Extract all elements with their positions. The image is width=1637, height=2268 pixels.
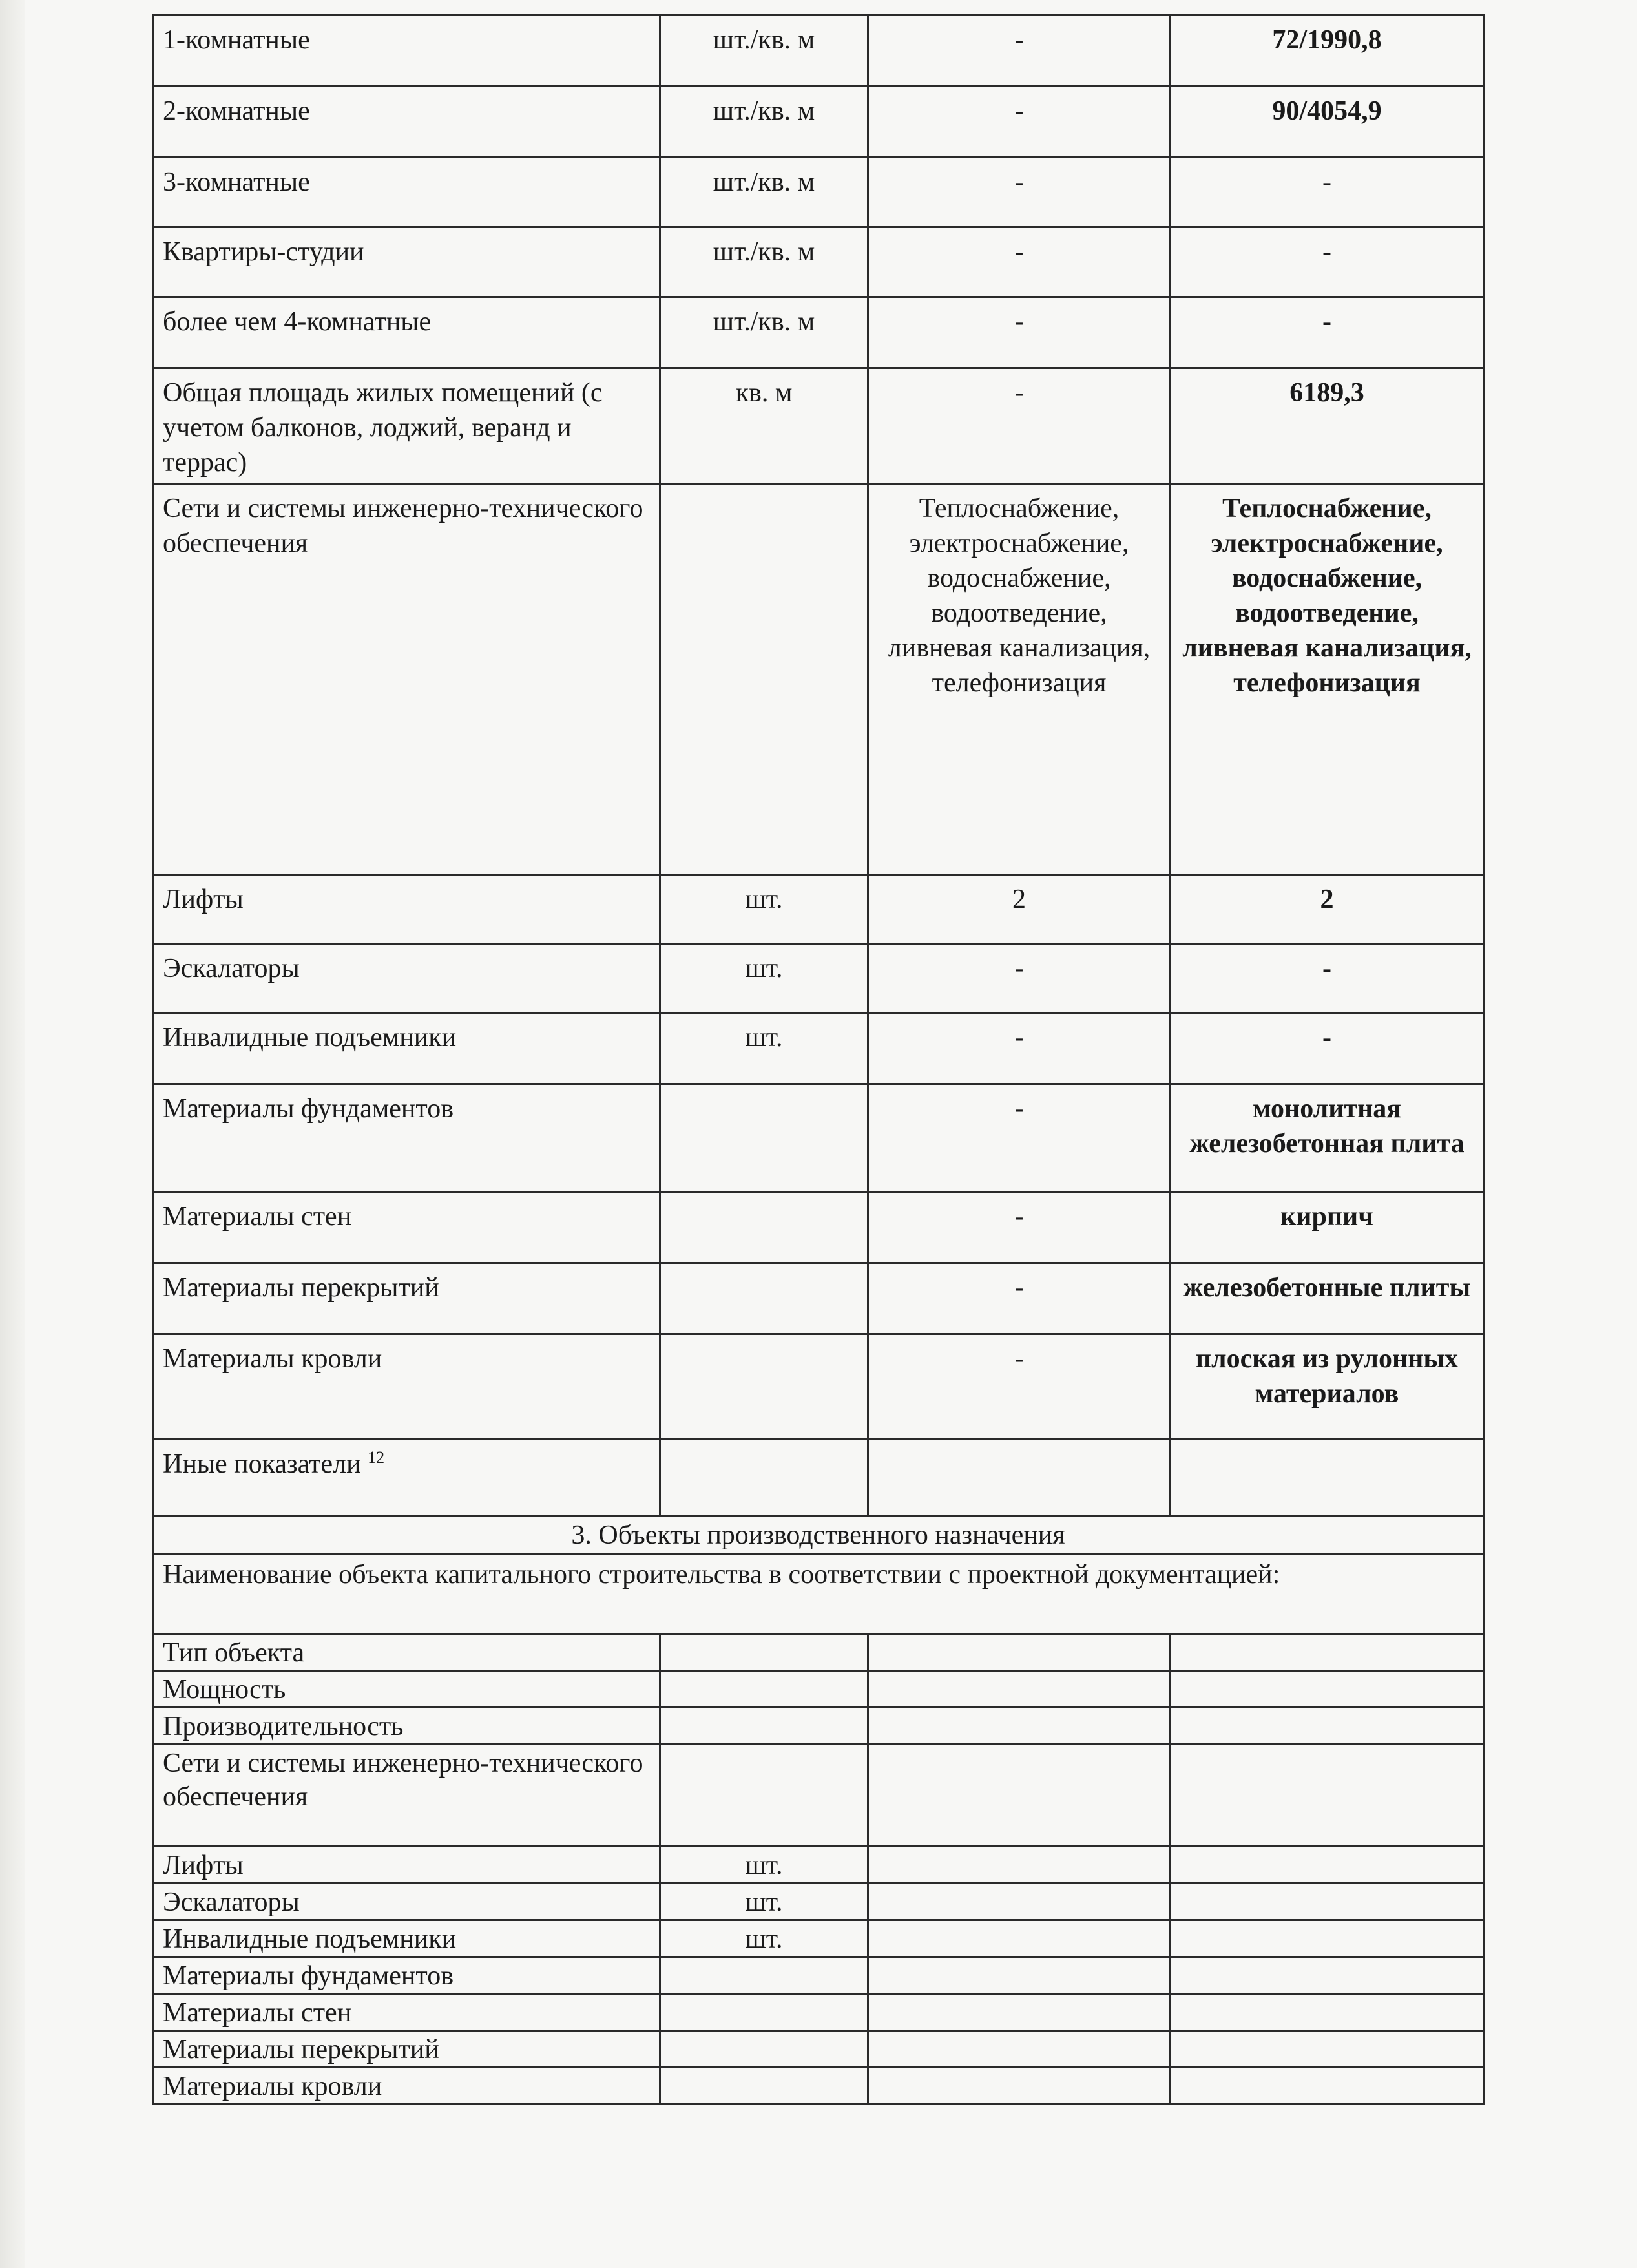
- table-row: [153, 1671, 1484, 1708]
- project-value: [868, 1634, 1171, 1671]
- unit-cell: [660, 1957, 868, 1994]
- actual-value: [1171, 1994, 1484, 2031]
- project-value: -: [868, 1334, 1171, 1440]
- unit-cell: шт./кв. м: [660, 16, 868, 87]
- unit-cell: шт./кв. м: [660, 227, 868, 297]
- table-row: [153, 297, 1484, 368]
- table-row-other-indicators: [153, 1440, 1484, 1516]
- project-value: [868, 1920, 1171, 1957]
- project-value: 2: [868, 875, 1171, 944]
- actual-value: [1171, 1884, 1484, 1920]
- table-row: [153, 1957, 1484, 1994]
- actual-value: 72/1990,8: [1171, 16, 1484, 87]
- indicator-name: Материалы фундаментов: [153, 1957, 660, 1994]
- project-value: -: [868, 87, 1171, 158]
- indicator-name: Сети и системы инженерно-технического обеспечения: [153, 484, 660, 875]
- project-value: [868, 1884, 1171, 1920]
- actual-value: [1171, 2031, 1484, 2068]
- project-value: [868, 1708, 1171, 1745]
- other-indicators-cell: [153, 1440, 660, 1516]
- indicator-name: Производительность: [153, 1708, 660, 1745]
- table-row: [153, 875, 1484, 944]
- unit-cell: шт.: [660, 1920, 868, 1957]
- table-row: [153, 1847, 1484, 1884]
- unit-cell: [660, 2031, 868, 2068]
- table-row: [153, 368, 1484, 484]
- table-row: [153, 1634, 1484, 1671]
- unit-cell: [660, 484, 868, 875]
- table-cell-empty: [660, 1440, 868, 1516]
- project-value: -: [868, 158, 1171, 227]
- table-row: [153, 16, 1484, 87]
- project-value: -: [868, 16, 1171, 87]
- project-value: -: [868, 227, 1171, 297]
- actual-value: [1171, 1671, 1484, 1708]
- project-value: [868, 2068, 1171, 2105]
- section3-title: 3. Объекты производственного назначения: [153, 1516, 1484, 1554]
- actual-value: монолитная железобетонная плита: [1171, 1084, 1484, 1192]
- project-value: [868, 1745, 1171, 1847]
- section3-object-name-row: [153, 1554, 1484, 1634]
- unit-cell: шт.: [660, 944, 868, 1013]
- unit-cell: шт./кв. м: [660, 158, 868, 227]
- table-row: [153, 158, 1484, 227]
- unit-cell: [660, 1634, 868, 1671]
- indicator-name: Материалы стен: [153, 1994, 660, 2031]
- actual-value: [1171, 1920, 1484, 1957]
- table-row: [153, 1708, 1484, 1745]
- indicator-name: Эскалаторы: [153, 944, 660, 1013]
- unit-cell: шт.: [660, 1013, 868, 1084]
- actual-value: Теплоснабжение, электроснабжение, водоснабжение, водоотведение, ливневая канализация, телефонизация: [1171, 484, 1484, 875]
- indicator-name: 2-комнатные: [153, 87, 660, 158]
- actual-value: [1171, 1745, 1484, 1847]
- unit-cell: [660, 1994, 868, 2031]
- indicator-name: более чем 4-комнатные: [153, 297, 660, 368]
- actual-value: [1171, 1957, 1484, 1994]
- project-value: -: [868, 944, 1171, 1013]
- indicator-name: Тип объекта: [153, 1634, 660, 1671]
- unit-cell: [660, 1084, 868, 1192]
- section3-title-row: [153, 1516, 1484, 1554]
- actual-value: [1171, 1708, 1484, 1745]
- project-value: Теплоснабжение, электроснабжение, водоснабжение, водоотведение, ливневая канализация, телефонизация: [868, 484, 1171, 875]
- actual-value: -: [1171, 944, 1484, 1013]
- project-value: -: [868, 1013, 1171, 1084]
- unit-cell: кв. м: [660, 368, 868, 484]
- footnote-marker: 12: [368, 1448, 385, 1467]
- actual-value: 2: [1171, 875, 1484, 944]
- table-row: [153, 1884, 1484, 1920]
- table-row: [153, 1334, 1484, 1440]
- actual-value: -: [1171, 158, 1484, 227]
- indicator-name: Материалы стен: [153, 1192, 660, 1263]
- table-row: [153, 1263, 1484, 1334]
- other-indicators-label: Иные показатели: [163, 1449, 361, 1479]
- unit-cell: шт.: [660, 1847, 868, 1884]
- table-row: [153, 87, 1484, 158]
- unit-cell: [660, 2068, 868, 2105]
- indicator-name: Сети и системы инженерно-технического обеспечения: [153, 1745, 660, 1847]
- object-name-label: Наименование объекта капитального строительства в соответствии с проектной документацией:: [153, 1554, 1484, 1634]
- table-row: [153, 944, 1484, 1013]
- actual-value: кирпич: [1171, 1192, 1484, 1263]
- table-row: [153, 1192, 1484, 1263]
- table-cell-empty: [1171, 1440, 1484, 1516]
- unit-cell: [660, 1192, 868, 1263]
- indicator-name: Материалы фундаментов: [153, 1084, 660, 1192]
- project-value: [868, 1847, 1171, 1884]
- project-value: -: [868, 1192, 1171, 1263]
- actual-value: [1171, 1634, 1484, 1671]
- indicator-name: 3-комнатные: [153, 158, 660, 227]
- indicator-name: Мощность: [153, 1671, 660, 1708]
- indicator-name: Инвалидные подъемники: [153, 1013, 660, 1084]
- table-row: [153, 1920, 1484, 1957]
- indicator-name: Инвалидные подъемники: [153, 1920, 660, 1957]
- actual-value: -: [1171, 227, 1484, 297]
- unit-cell: [660, 1708, 868, 1745]
- unit-cell: [660, 1671, 868, 1708]
- table-row: [153, 2031, 1484, 2068]
- table-cell-empty: [868, 1440, 1171, 1516]
- table-row: [153, 1084, 1484, 1192]
- unit-cell: [660, 1334, 868, 1440]
- project-value: [868, 2031, 1171, 2068]
- table-body: [153, 16, 1484, 1634]
- table-row: [153, 1013, 1484, 1084]
- unit-cell: [660, 1745, 868, 1847]
- unit-cell: [660, 1263, 868, 1334]
- indicator-name: Материалы перекрытий: [153, 1263, 660, 1334]
- indicator-name: Эскалаторы: [153, 1884, 660, 1920]
- actual-value: железобетонные плиты: [1171, 1263, 1484, 1334]
- unit-cell: шт.: [660, 875, 868, 944]
- project-value: -: [868, 297, 1171, 368]
- actual-value: -: [1171, 297, 1484, 368]
- scan-page-edge: [0, 0, 25, 2268]
- indicator-name: Лифты: [153, 875, 660, 944]
- indicator-name: Материалы перекрытий: [153, 2031, 660, 2068]
- actual-value: 90/4054,9: [1171, 87, 1484, 158]
- building-indicators-table: [152, 14, 1485, 2105]
- actual-value: [1171, 2068, 1484, 2105]
- unit-cell: шт./кв. м: [660, 297, 868, 368]
- indicator-name: Материалы кровли: [153, 1334, 660, 1440]
- project-value: [868, 1994, 1171, 2031]
- indicator-name: Лифты: [153, 1847, 660, 1884]
- table-row: [153, 1994, 1484, 2031]
- indicator-name: Квартиры-студии: [153, 227, 660, 297]
- actual-value: -: [1171, 1013, 1484, 1084]
- section3-table-body: [153, 1634, 1484, 2105]
- project-value: [868, 1671, 1171, 1708]
- unit-cell: шт./кв. м: [660, 87, 868, 158]
- table-row: [153, 484, 1484, 875]
- project-value: -: [868, 1084, 1171, 1192]
- actual-value: [1171, 1847, 1484, 1884]
- table-row: [153, 2068, 1484, 2105]
- actual-value: 6189,3: [1171, 368, 1484, 484]
- unit-cell: шт.: [660, 1884, 868, 1920]
- project-value: -: [868, 368, 1171, 484]
- project-value: -: [868, 1263, 1171, 1334]
- actual-value: плоская из рулонных материалов: [1171, 1334, 1484, 1440]
- project-value: [868, 1957, 1171, 1994]
- indicator-name: Материалы кровли: [153, 2068, 660, 2105]
- table-row: [153, 1745, 1484, 1847]
- table-row: [153, 227, 1484, 297]
- indicator-name: Общая площадь жилых помещений (с учетом балконов, лоджий, веранд и террас): [153, 368, 660, 484]
- indicator-name: 1-комнатные: [153, 16, 660, 87]
